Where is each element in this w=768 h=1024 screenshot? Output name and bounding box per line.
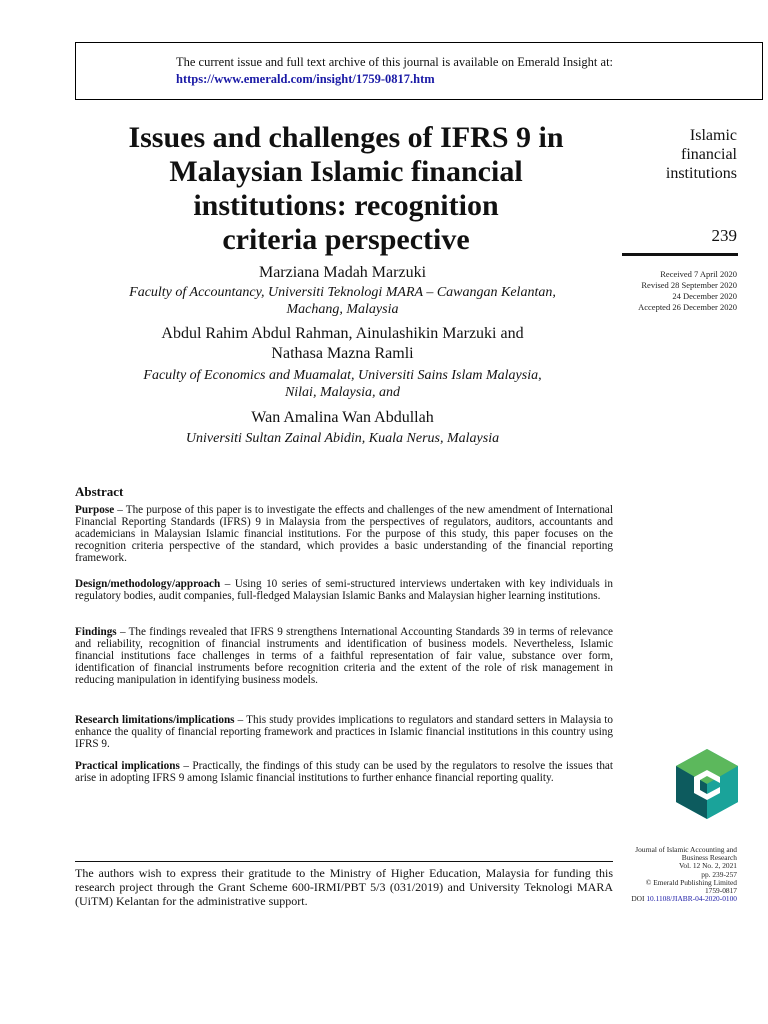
accepted-date: Accepted 26 December 2020 [638, 302, 737, 312]
title-line: Malaysian Islamic financial [169, 155, 523, 188]
doi-line: DOI 10.1108/JIABR-04-2020-0100 [631, 894, 737, 904]
section-label: Design/methodology/approach [75, 578, 221, 590]
revised-date: Revised 28 September 2020 [641, 280, 737, 290]
title-line: criteria perspective [222, 223, 470, 256]
emerald-publishing-logo-icon [676, 749, 738, 819]
author-name: Wan Amalina Wan Abdullah [251, 409, 434, 426]
acknowledgement-footnote: The authors wish to express their gratitude to the Ministry of Higher Education, Malaysia for funding this research project through the Grant Scheme 600-IRMI/PBT 5/3 (031/2019) and University Teknologi MARA (UiTM) Kelantan for the administrative support. [75, 866, 613, 908]
archive-link[interactable]: https://www.emerald.com/insight/1759-0817.htm [176, 72, 435, 86]
author-name: Marziana Madah Marzuki [258, 264, 427, 281]
received-date: Received 7 April 2020 [660, 269, 737, 279]
archive-notice-box [75, 42, 763, 100]
journal-citation: Journal of Islamic Accounting and Business Research Vol. 12 No. 2, 2021 pp. 239-257 © Emerald Publishing Limited 1759-0817 DOI 10.1108/JIABR-04-2020-0100 [598, 846, 737, 903]
article-title [70, 121, 622, 257]
abstract-findings: Findings – The findings revealed that IFRS 9 strengthens International Accounting Standards 39 in terms of relevance and reliability, recognition of financial instruments and identification of business models. Nevertheless, Islamic financial institutions face challenges in terms of a faithful representation of fair value, substance over form, identification of financial instruments before recognition criteria and the extent of the role of risk management in reducing manipulation in identifying business models. [75, 626, 613, 686]
margin-rule [622, 253, 738, 256]
section-label: Findings [75, 626, 117, 638]
title-line: Issues and challenges of IFRS 9 in [128, 121, 564, 154]
abstract-limitations: Research limitations/implications – This study provides implications to regulators and standard setters in Malaysia to enhance the quality of financial reporting framework and practices in Islamic financial institutions in this country using IFRS 9. [75, 714, 613, 750]
author-affiliation: Universiti Sultan Zainal Abidin, Kuala Nerus, Malaysia [185, 431, 500, 446]
running-header [620, 126, 737, 183]
page-number: 239 [711, 226, 737, 245]
archive-notice-text: The current issue and full text archive of this journal is available on Emerald Insight at: [176, 55, 614, 69]
title-line: institutions: recognition [193, 189, 499, 222]
running-header-line: institutions [665, 165, 737, 182]
abstract-heading: Abstract [75, 484, 124, 499]
article-dates [600, 269, 737, 313]
section-label: Purpose [75, 504, 115, 516]
doi-link[interactable]: 10.1108/JIABR-04-2020-0100 [646, 894, 737, 904]
running-header-line: financial [681, 146, 737, 163]
section-label: Practical implications [75, 760, 180, 772]
section-label: Research limitations/implications [75, 714, 235, 726]
abstract-purpose: Purpose – The purpose of this paper is to investigate the effects and challenges of the new amendment of International Financial Reporting Standards (IFRS) 9 in Malaysia from the perspectives of regulators, auditors, accountants and academicians in Malaysian Islamic financial institutions. For the purpose of this study, this paper focuses on the recognition criteria perspective of the standard, which provides a basic understanding of the financial reporting framework. [75, 504, 613, 564]
author-affiliation: Faculty of Economics and Muamalat, Universiti Sains Islam Malaysia, Nilai, Malaysia, and [143, 368, 542, 400]
abstract-practical: Practical implications – Practically, the findings of this study can be used by the regulators to resolve the issues that arise in adopting IFRS 9 among Islamic financial institutions to further enhance financial reporting quality. [75, 760, 613, 784]
author-affiliation: Faculty of Accountancy, Universiti Teknologi MARA – Cawangan Kelantan, Machang, Malaysia [129, 285, 556, 317]
author-names: Abdul Rahim Abdul Rahman, Ainulashikin Marzuki and Nathasa Mazna Ramli [161, 325, 524, 362]
revised-date-2: 24 December 2020 [672, 291, 737, 301]
running-header-line: Islamic [689, 127, 737, 144]
abstract-design: Design/methodology/approach – Using 10 series of semi-structured interviews undertaken with key individuals in regulatory bodies, audit companies, full-fledged Malaysian Islamic Banks and Malaysian higher learning institutions. [75, 578, 613, 602]
footnote-rule [75, 861, 613, 862]
